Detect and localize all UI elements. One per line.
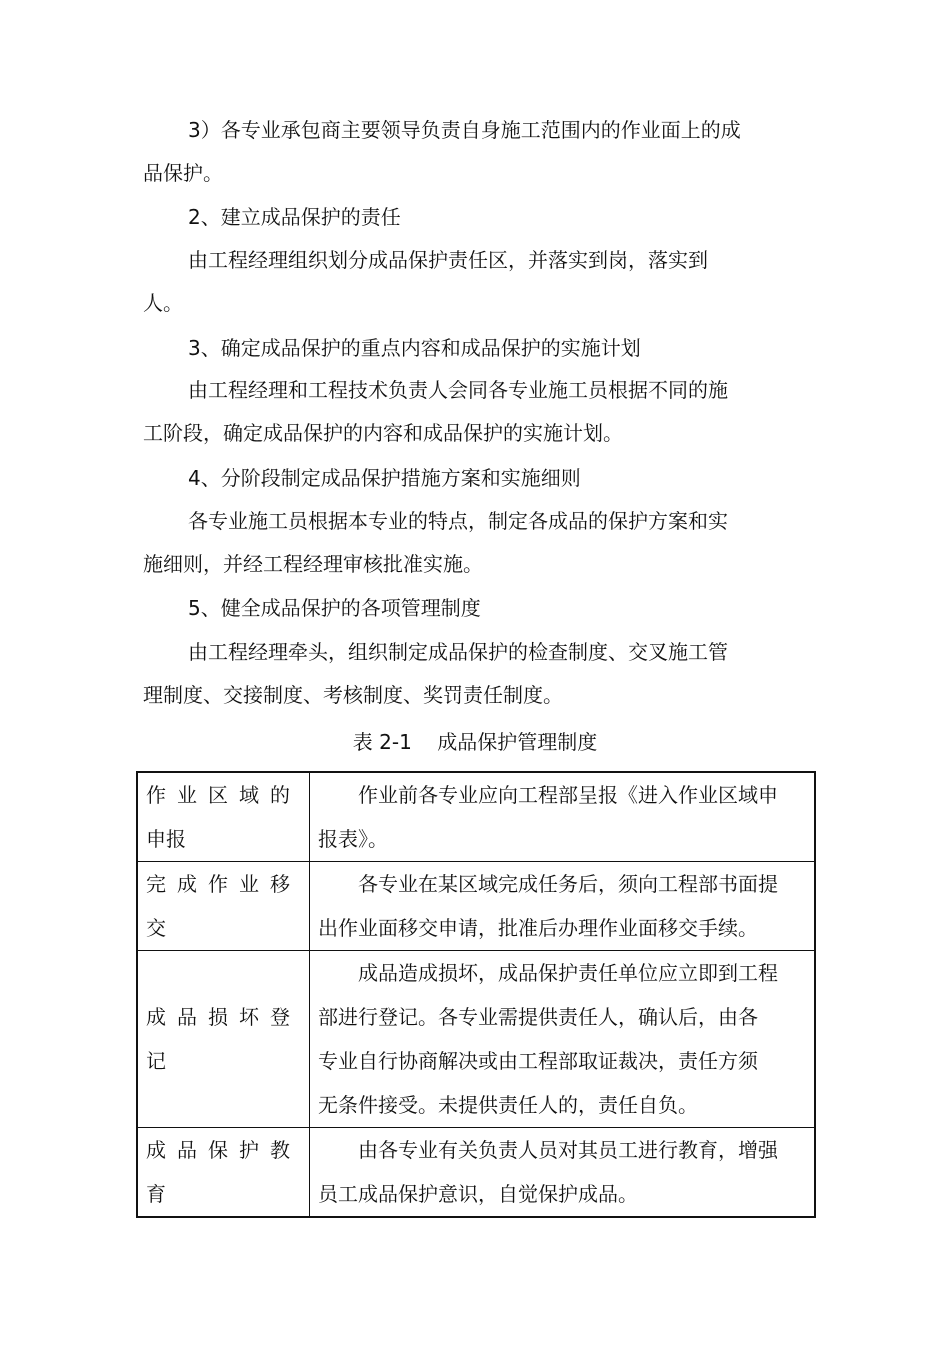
text-line: 由工程经理和工程技术负责人会同各专业施工员根据不同的施 bbox=[188, 378, 728, 402]
heading-text: 2、建立成品保护的责任 bbox=[188, 205, 401, 229]
row-label-line: 育 bbox=[146, 1182, 166, 1206]
row-label-line: 成品损坏登 bbox=[146, 1005, 301, 1029]
row-label-cell bbox=[137, 862, 310, 951]
table-row bbox=[137, 772, 815, 862]
text-line: 施细则，并经工程经理审核批准实施。 bbox=[143, 552, 483, 576]
row-content-line: 报表》。 bbox=[318, 827, 388, 851]
heading-text: 4、分阶段制定成品保护措施方案和实施细则 bbox=[188, 466, 581, 490]
text-line: 由工程经理牵头，组织制定成品保护的检查制度、交叉施工管 bbox=[188, 640, 728, 664]
row-content-line: 由各专业有关负责人员对其员工进行教育，增强 bbox=[358, 1138, 778, 1162]
row-content-cell bbox=[310, 862, 816, 951]
section-heading-2 bbox=[143, 196, 783, 239]
text-line: 理制度、交接制度、考核制度、奖罚责任制度。 bbox=[143, 683, 563, 707]
paragraph-4 bbox=[143, 500, 783, 586]
row-content-line: 员工成品保护意识，自觉保护成品。 bbox=[318, 1182, 638, 1206]
table-row bbox=[137, 1128, 815, 1218]
row-content-line: 成品造成损坏，成品保护责任单位应立即到工程 bbox=[358, 961, 778, 985]
text-line: 各专业施工员根据本专业的特点，制定各成品的保护方案和实 bbox=[188, 509, 728, 533]
row-label-line: 交 bbox=[146, 916, 166, 940]
row-label-cell bbox=[137, 1128, 310, 1218]
section-heading-4 bbox=[143, 457, 783, 500]
text-line: 品保护。 bbox=[143, 161, 223, 185]
row-content-line: 出作业面移交申请，批准后办理作业面移交手续。 bbox=[318, 916, 758, 940]
table-row bbox=[137, 951, 815, 1128]
section-heading-5 bbox=[143, 587, 783, 630]
text-line: 由工程经理组织划分成品保护责任区，并落实到岗，落实到 bbox=[188, 248, 708, 272]
text-line: 工阶段，确定成品保护的内容和成品保护的实施计划。 bbox=[143, 421, 623, 445]
row-content-line: 无条件接受。未提供责任人的，责任自负。 bbox=[318, 1093, 698, 1117]
paragraph-5 bbox=[143, 631, 783, 717]
row-content-line: 部进行登记。各专业需提供责任人，确认后，由各 bbox=[318, 1005, 758, 1029]
row-content-line: 各专业在某区域完成任务后，须向工程部书面提 bbox=[358, 872, 778, 896]
row-content-line: 专业自行协商解决或由工程部取证裁决，责任方须 bbox=[318, 1049, 758, 1073]
row-label-line: 申报 bbox=[146, 827, 186, 851]
paragraph-3 bbox=[143, 369, 783, 455]
text-line: 3）各专业承包商主要领导负责自身施工范围内的作业面上的成 bbox=[188, 118, 741, 142]
row-content-cell bbox=[310, 951, 816, 1128]
row-label-line: 成品保护教 bbox=[146, 1138, 301, 1162]
heading-text: 3、确定成品保护的重点内容和成品保护的实施计划 bbox=[188, 336, 641, 360]
row-label-line: 作业区域的 bbox=[146, 783, 301, 807]
section-heading-3 bbox=[143, 327, 783, 370]
protection-management-table bbox=[136, 771, 816, 1218]
row-content-line: 作业前各专业应向工程部呈报《进入作业区域申 bbox=[358, 783, 778, 807]
paragraph-1 bbox=[143, 109, 783, 195]
table-row bbox=[137, 862, 815, 951]
row-label-cell bbox=[137, 951, 310, 1128]
row-content-cell bbox=[310, 1128, 816, 1218]
row-content-cell bbox=[310, 772, 816, 862]
row-label-line: 完成作业移 bbox=[146, 872, 301, 896]
paragraph-2 bbox=[143, 239, 783, 325]
table-caption: 表 2-1 成品保护管理制度 bbox=[352, 730, 598, 754]
row-label-cell bbox=[137, 772, 310, 862]
row-label-line: 记 bbox=[146, 1049, 166, 1073]
heading-text: 5、健全成品保护的各项管理制度 bbox=[188, 596, 481, 620]
text-line: 人。 bbox=[143, 291, 183, 315]
